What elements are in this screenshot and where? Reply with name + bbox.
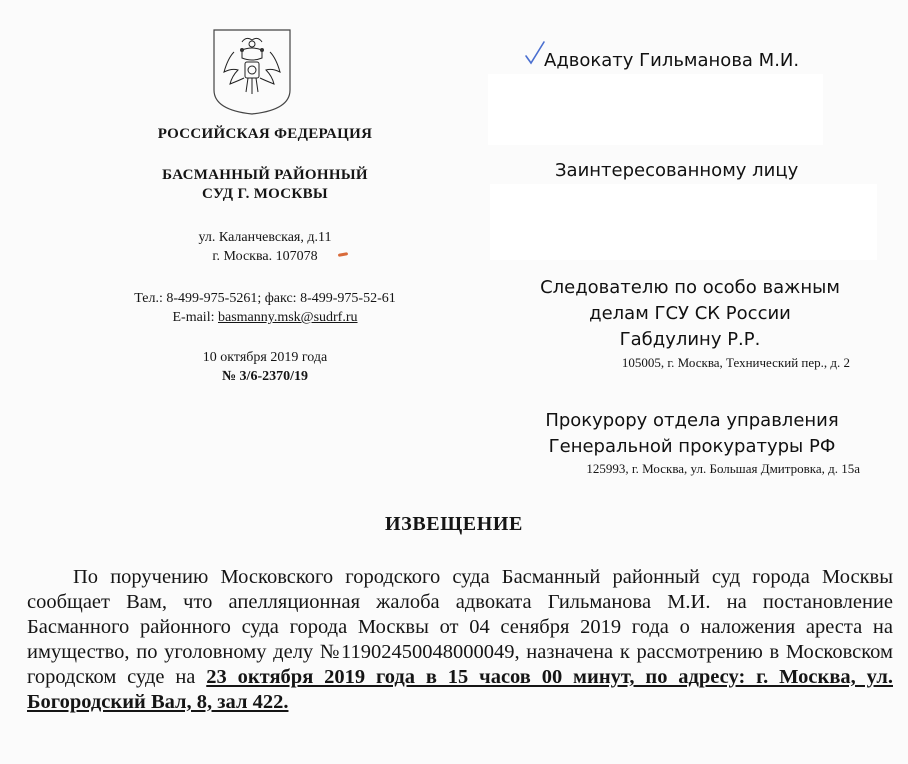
sender-address	[120, 228, 410, 266]
recipient-advocate: Адвокату Гильманова М.И.	[544, 50, 800, 71]
redaction-box	[490, 184, 877, 260]
check-mark-icon	[524, 40, 546, 66]
sender-country: РОССИЙСКАЯ ФЕДЕРАЦИЯ	[157, 126, 373, 142]
redaction-box	[488, 74, 823, 145]
prosecutor-line-2: Генеральной прокуратуры РФ	[548, 436, 836, 457]
coat-of-arms-icon	[212, 28, 292, 116]
sender-court	[120, 166, 410, 204]
document-number: № 3/6-2370/19	[221, 369, 308, 384]
hearing-details: 23 октября 2019 года в 15 часов 00 минут, по адресу: г. Москва, ул. Богородский Вал, 8, зал 422.	[27, 666, 893, 713]
notice-body	[27, 565, 893, 715]
document-date: 10 октября 2019 года	[202, 350, 328, 365]
investigator-line-1: Следователю по особо важным	[540, 277, 840, 298]
investigator-address: 105005, г. Москва, Технический пер., д. 2	[621, 355, 850, 370]
prosecutor-line-1: Прокурору отдела управления	[545, 410, 839, 431]
email-line	[110, 308, 420, 327]
address-line-1: ул. Каланчевская, д.11	[198, 230, 332, 245]
recipient-investigator	[520, 275, 860, 353]
email-label: E-mail:	[172, 310, 218, 325]
investigator-line-3: Габдулину Р.Р.	[619, 329, 761, 350]
court-line-1: БАСМАННЫЙ РАЙОННЫЙ	[162, 167, 368, 183]
body-main-text: По поручению Московского городского суда Басманный районный суд города Москвы сообщает Вам, что апелляционная жалоба адвоката Гильманова М.И. на постановление Басманного районного суда города Москвы от 04 сенября 2019 года о наложения ареста на имущество, по уголовному делу №11902450048000049, назначена к рассмотрению в Московском городском суде на	[27, 566, 893, 688]
prosecutor-address: 125993, г. Москва, ул. Большая Дмитровка, д. 15а	[586, 461, 860, 476]
recipient-prosecutor	[522, 408, 862, 460]
investigator-line-2: делам ГСУ СК России	[589, 303, 791, 324]
document-date-block	[120, 348, 410, 386]
phone-line: Тел.: 8-499-975-5261; факс: 8-499-975-52-61	[134, 291, 396, 306]
sender-contacts	[110, 289, 420, 327]
court-line-2: СУД Г. МОСКВЫ	[202, 186, 328, 202]
email-link[interactable]: basmanny.msk@sudrf.ru	[217, 310, 358, 325]
document-title: ИЗВЕЩЕНИЕ	[385, 513, 523, 535]
address-line-2: г. Москва. 107078	[212, 249, 318, 264]
recipient-interested-party: Заинтересованному лицу	[555, 160, 799, 181]
